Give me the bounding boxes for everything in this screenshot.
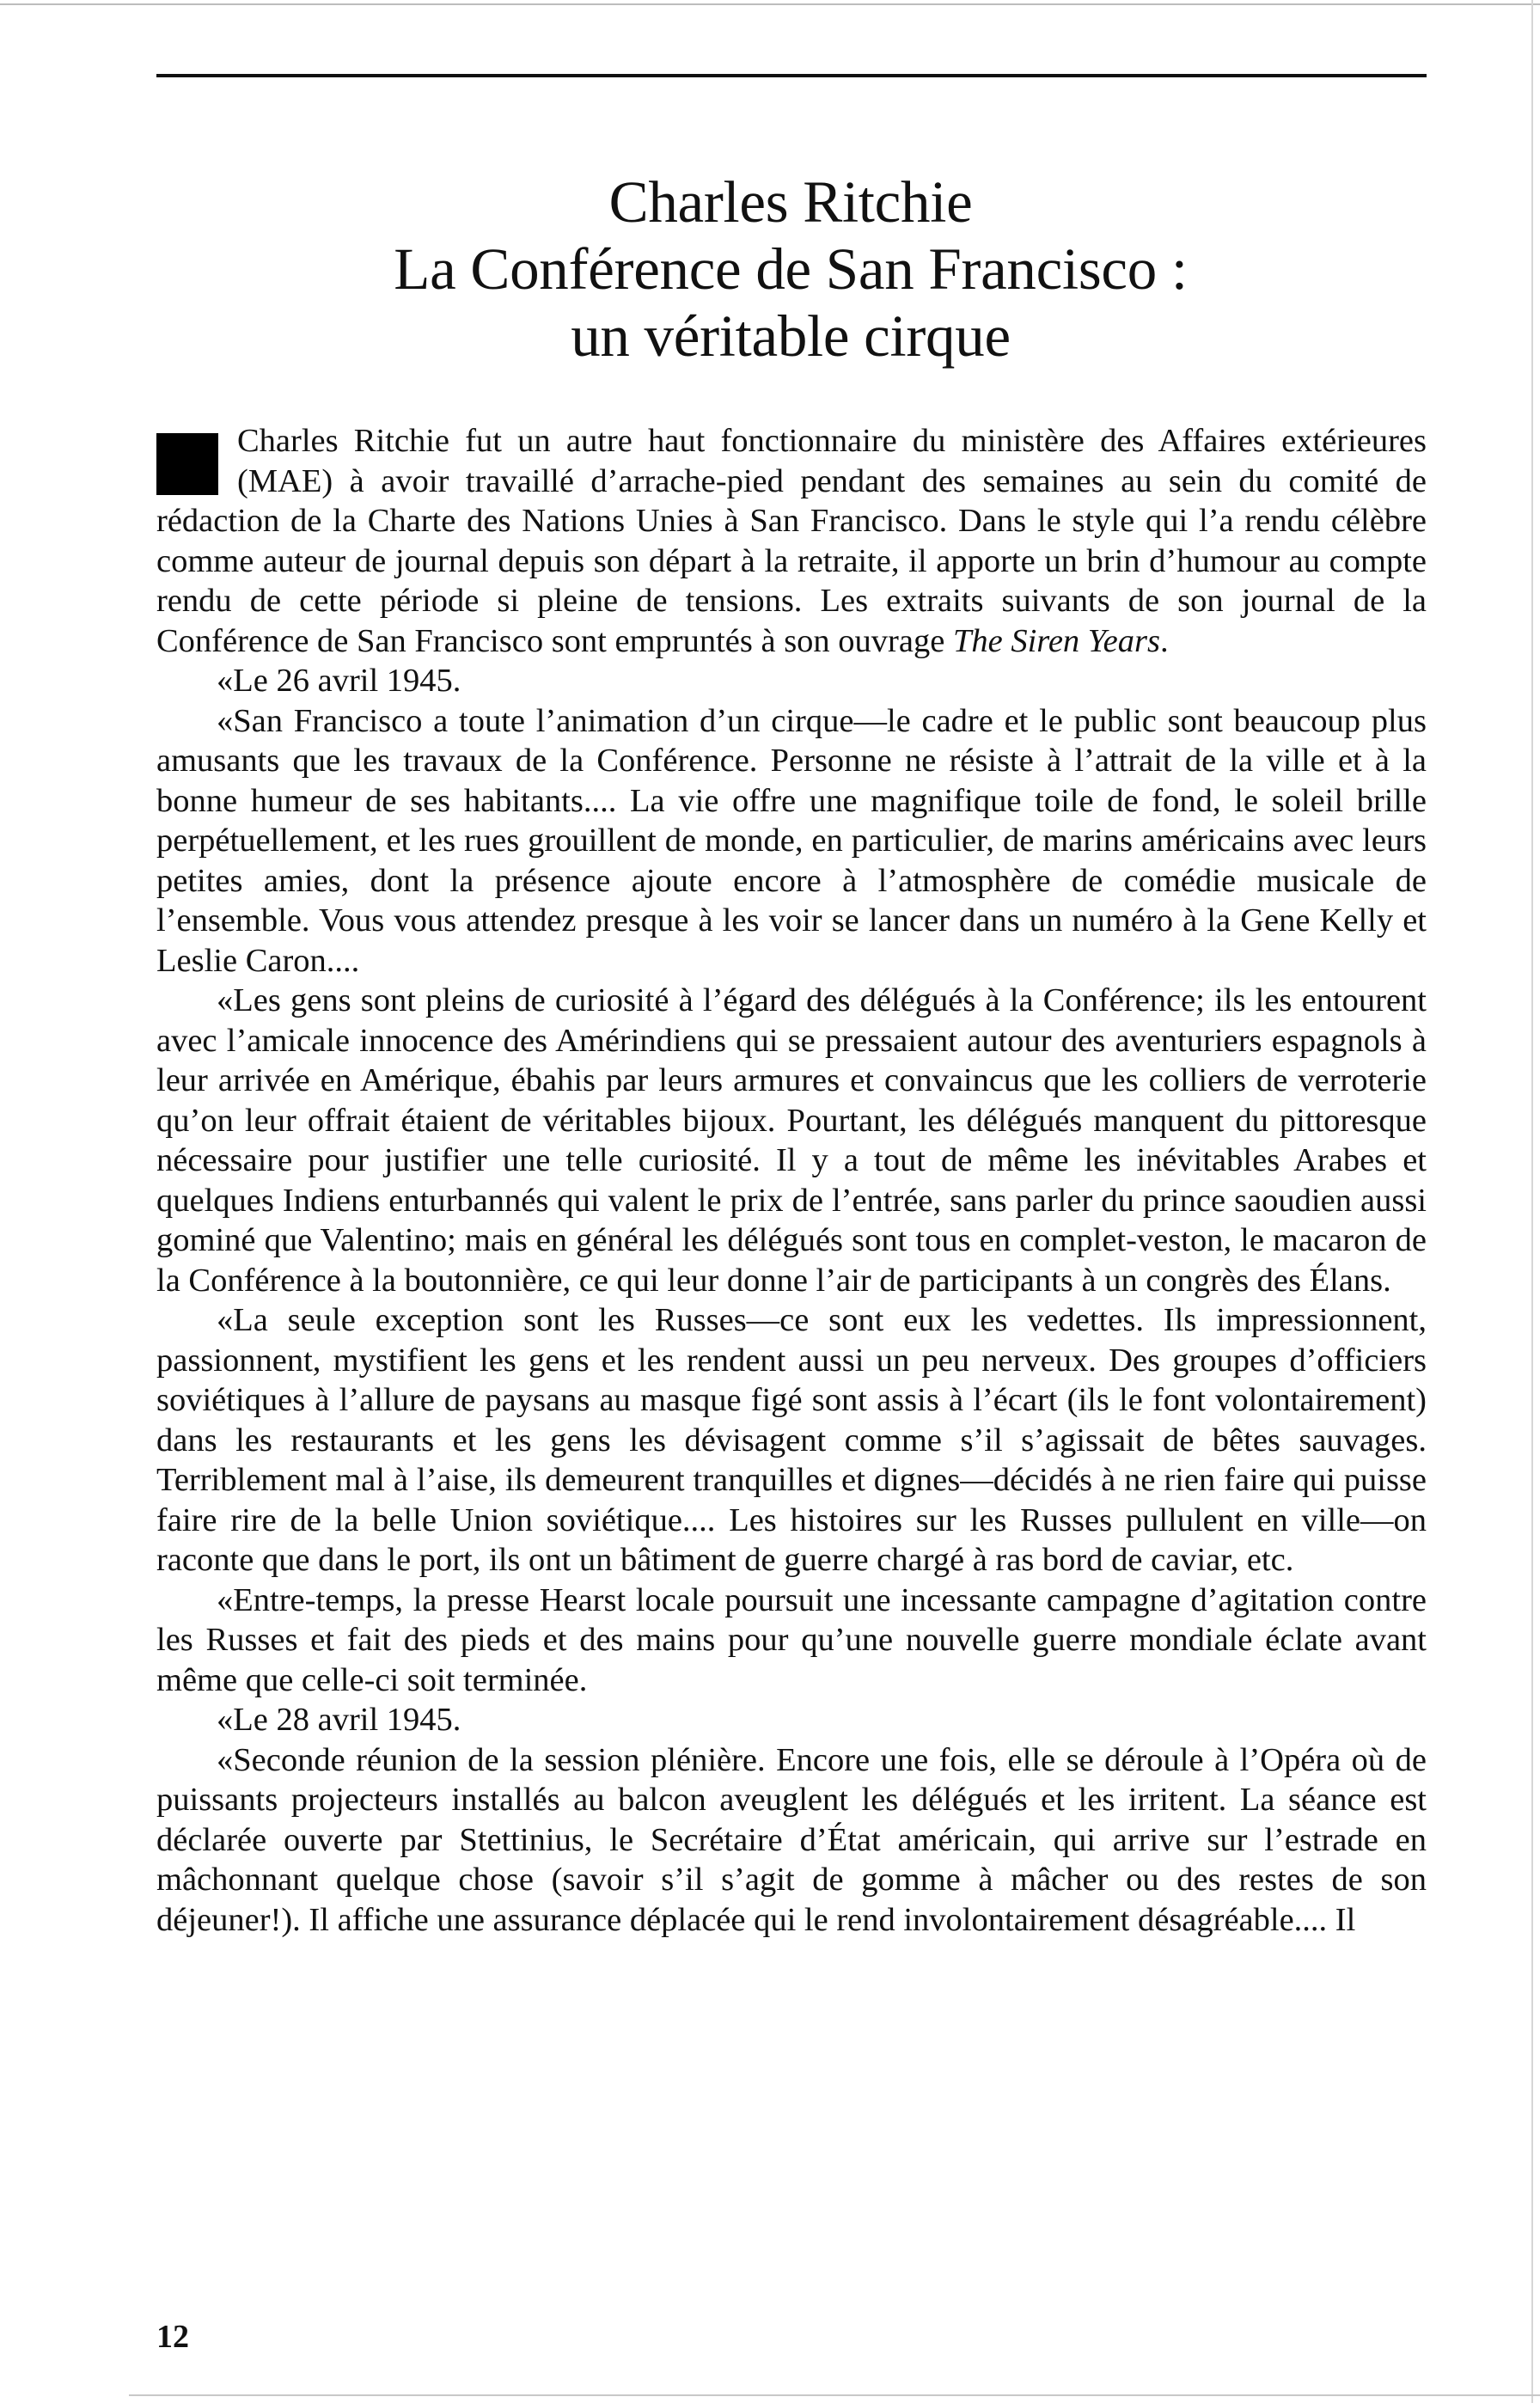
scan-right-edge	[1531, 0, 1533, 2403]
scan-top-edge	[0, 3, 1540, 5]
paragraph-russians: «La seule exception sont les Russes—ce sont eux les vedettes. Ils impressionnent, passionnent, mystifient les gens et les rendent aussi un peu nerveux. Des groupes d’officiers soviétiques à l’allure de paysans au masque figé sont assis à l’écart (ils le font volontairement) dans les restaurants et les gens les dévisagent comme s’il s’agissait de bêtes sauvages. Terriblement mal à l’aise, ils demeurent tranquilles et dignes—décidés à ne rien faire qui puisse faire rire de la belle Union soviétique.... Les histoires sur les Russes pullulent en ville—on raconte que dans le port, ils ont un bâtiment de guerre chargé à ras bord de caviar, etc.	[156, 1302, 1427, 1578]
drop-square-ornament	[156, 433, 218, 495]
paragraph-plenary-session: «Seconde réunion de la session plénière. Encore une fois, elle se déroule à l’Opéra où de puissants projecteurs installés au balcon aveuglent les délégués et les irritent. La séance est déclarée ouverte par Stettinius, le Secrétaire d’État américain, qui arrive sur l’estrade en mâchonnant quelque chose (savoir s’il s’agit de gomme à mâcher ou des restes de son déjeuner!). Il affiche une assurance déplacée qui le rend involontairement désagréable.... Il	[156, 1741, 1427, 1938]
title-line-author: Charles Ritchie	[608, 169, 973, 235]
diary-date-28-april: «Le 28 avril 1945.	[217, 1702, 461, 1738]
article-title	[155, 168, 1427, 370]
paragraph-hearst-press: «Entre-temps, la presse Hearst locale poursuit une incessante campagne d’agitation contre les Russes et fait des pieds et des mains pour qu’une nouvelle guerre mondiale éclate avant même que celle-ci soit terminée.	[156, 1581, 1427, 1698]
book-title: The Siren Years	[952, 622, 1160, 659]
paragraph-curiosity: «Les gens sont pleins de curiosité à l’égard des délégués à la Conférence; ils les entourent avec l’amicale innocence des Amérindiens qui se pressaient autour des aventuriers espagnols à leur arrivée en Amérique, ébahis par leurs armures et convaincus que les colliers de verroterie qu’on leur offrait étaient de véritables bijoux. Pourtant, les délégués manquent du pittoresque nécessaire pour justifier une telle curiosité. Il y a tout de même les inévitables Arabes et quelques Indiens enturbannés qui valent le prix de l’entrée, sans parler du prince saoudien aussi gominé que Valentino; mais en général les délégués sont tous en complet-veston, le macaron de la Conférence à la boutonnière, ce qui leur donne l’air de participants à un congrès des Élans.	[156, 982, 1427, 1299]
intro-paragraph	[156, 421, 1427, 661]
article-body	[156, 421, 1427, 1940]
page-number: 12	[156, 2319, 189, 2355]
diary-date-26-april: «Le 26 avril 1945.	[217, 663, 461, 699]
paragraph-circus: «San Francisco a toute l’animation d’un cirque—le cadre et le public sont beaucoup plus amusants que les travaux de la Conférence. Personne ne résiste à l’attrait de la ville et à la bonne humeur de ses habitants.... La vie offre une magnifique toile de fond, le soleil brille perpétuellement, et les rues grouillent de monde, en particulier, de marins américains avec leurs petites amies, dont la présence ajoute encore à l’atmosphère de comédie musicale de l’ensemble. Vous vous attendez presque à les voir se lancer dans un numéro à la Gene Kelly et Leslie Caron....	[156, 702, 1427, 979]
title-line-sub: un véritable cirque	[571, 303, 1011, 369]
header-rule	[156, 74, 1427, 77]
intro-text: Charles Ritchie fut un autre haut fonctionnaire du ministère des Affaires extérieures (MAE) à avoir travaillé d’arrache-pied pendant des semaines au sein du comité de rédaction de la Charte des Nations Unies à San Francisco. Dans le style qui l’a rendu célèbre comme auteur de journal depuis son départ à la retraite, il apporte un brin d’humour au compte rendu de cette période si pleine de tensions. Les extraits suivants de son journal de la Conférence de San Francisco sont empruntés à son ouvrage	[156, 423, 1427, 659]
title-line-main: La Conférence de San Francisco :	[394, 236, 1188, 302]
intro-end: .	[1159, 622, 1169, 659]
scan-bottom-edge	[129, 2394, 1540, 2396]
